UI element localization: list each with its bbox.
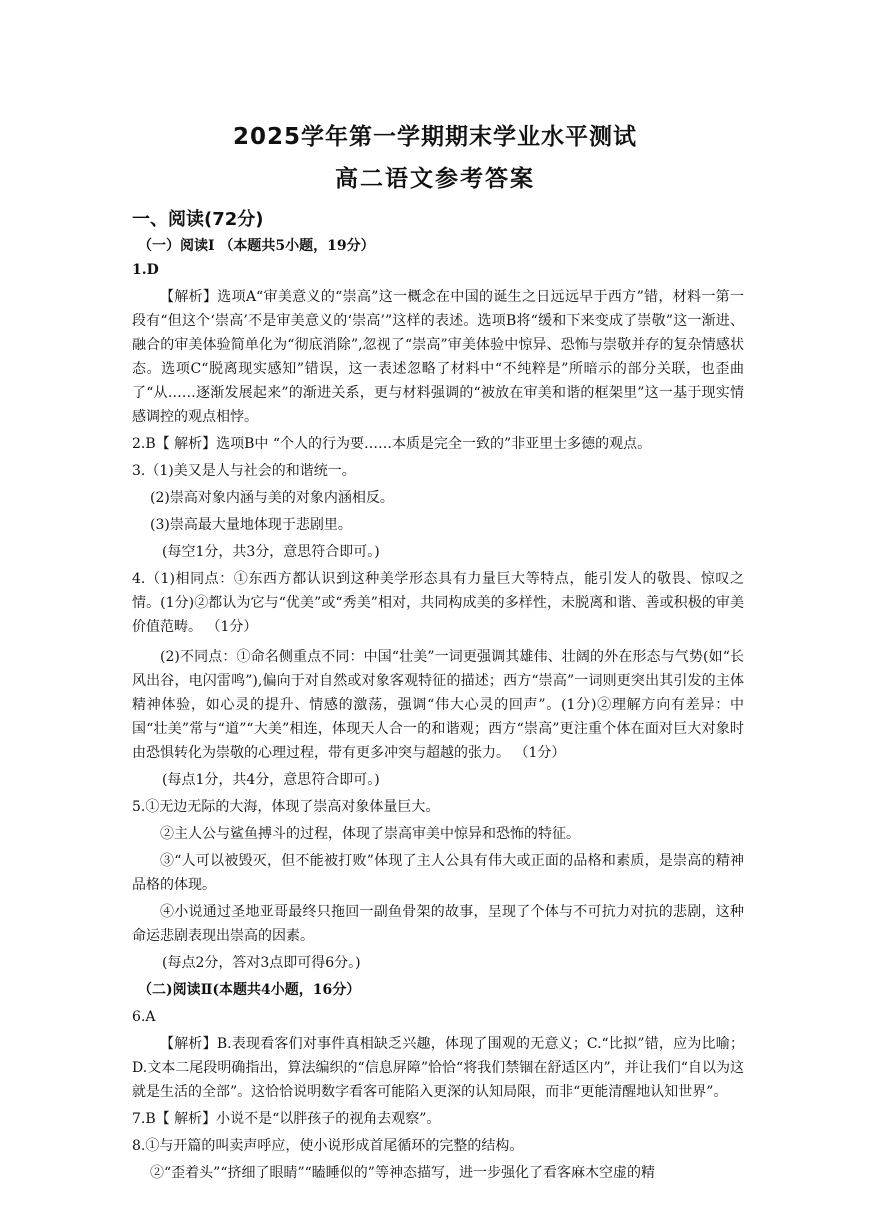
answer-q5-3: ③“人可以被毁灭，但不能被打败”体现了主人公具有伟大或正面的品格和素质，是崇高的精神品格的体现。 xyxy=(132,853,744,893)
answer-q4-1: 4.（1)相同点：①东西方都认识到这种美学形态具有力量巨大等特点，能引发人的敬畏、惊叹之情。(1分)②都认为它与“优美”或“秀美”相对，共同构成美的多样性，未脱离和谐、善或积极的审美价值范畴。 （1分） xyxy=(132,571,744,635)
document-subtitle: 高二语文参考答案 xyxy=(335,166,535,192)
answer-content xyxy=(132,204,744,1185)
answer-q5-4: ④小说通过圣地亚哥最终只拖回一副鱼骨架的故事，呈现了个体与不可抗力对抗的悲剧，这种命运悲剧表现出崇高的因素。 xyxy=(132,904,744,944)
answer-q8-2: ②“歪着头”“挤细了眼睛”“瞌睡似的”等神态描写，进一步强化了看客麻木空虚的精 xyxy=(150,1165,655,1181)
answer-q3-2: (2)崇高对象内涵与美的对象内涵相反。 xyxy=(150,490,394,506)
scoring-note-q5: (每点2分，答对3点即可得6分。) xyxy=(162,955,361,971)
answer-q1: 1.D xyxy=(132,262,159,278)
answer-q3-1: 3.（1)美又是人与社会的和谐统一。 xyxy=(132,463,356,479)
answer-q3-3: (3)崇高最大量地体现于悲剧里。 xyxy=(150,517,352,533)
scoring-note-q4: (每点1分，共4分，意思符合即可。) xyxy=(162,772,380,788)
answer-q6: 6.A xyxy=(132,1009,156,1025)
explanation-q6: 【解析】B.表现看客们对事件真相缺乏兴趣，体现了围观的无意义；C.“比拟”错，应为比喻；D.文本二尾段明确指出，算法编织的“信息屏障”恰恰“将我们禁锢在舒适区内”，并让我们“自以为这就是生活的全部”。这恰恰说明数字看客可能陷入更深的认知局限，而非“更能清醒地认知世界”。 xyxy=(132,1036,744,1100)
document-title: 2025学年第一学期期末学业水平测试 xyxy=(232,124,637,150)
part-heading-reading-1: （一）阅读I （本题共5小题，19分） xyxy=(138,238,375,254)
answer-q2: 2.B【 解析】选项B中 “个人的行为要……本质是完全一致的”非亚里士多德的观点。 xyxy=(132,436,652,452)
answer-q5-2: ②主人公与鲨鱼搏斗的过程，体现了崇高审美中惊异和恐怖的特征。 xyxy=(160,826,580,842)
part-heading-reading-2: （二)阅读Ⅱ(本题共4小题，16分） xyxy=(138,982,361,998)
answer-q8-1: 8.①与开篇的叫卖声呼应，使小说形成首尾循环的完整的结构。 xyxy=(132,1138,524,1154)
answer-q7: 7.B【 解析】小说不是“以胖孩子的视角去观察”。 xyxy=(132,1111,441,1127)
answer-q4-2: (2)不同点：①命名侧重点不同：中国“壮美”一词更强调其雄伟、壮阔的外在形态与气势(如“长风出谷，电闪雷鸣”),偏向于对自然或对象客观特征的描述；西方“崇高”一词则更突出其引发的主体精神体验，如心灵的提升、情感的激荡，强调“伟大心灵的回声”。(1分)②理解方向有差异：中国“壮美”常与“道”“大美”相连，体现天人合一的和谐观；西方“崇高”更注重个体在面对巨大对象时由恐惧转化为崇敬的心理过程，带有更多冲突与超越的张力。 （1分） xyxy=(132,649,744,761)
scoring-note-q3: (每空1分，共3分，意思符合即可。) xyxy=(162,544,380,560)
section-heading-reading: 一、阅读(72分) xyxy=(132,209,264,230)
answer-q5-1: 5.①无边无际的大海，体现了崇高对象体量巨大。 xyxy=(132,799,440,815)
explanation-q1: 【解析】选项A“审美意义的“崇高”这一概念在中国的诞生之日远远早于西方”错，材料一第一段有“但这个‘崇高’不是审美意义的‘崇高’”这样的表述。选项B将“缓和下来变成了崇敬”这一渐进、融合的审美体验简单化为“彻底消除”,忽视了“崇高”审美体验中惊异、恐怖与崇敬并存的复杂情感状态。选项C“脱离现实感知”错误，这一表述忽略了材料中“不纯粹是”所暗示的部分关联，也歪曲了“从……逐渐发展起来”的渐进关系，更与材料强调的“被放在审美和谐的框架里”这一基于现实情感调控的观点相悖。 xyxy=(132,289,744,425)
